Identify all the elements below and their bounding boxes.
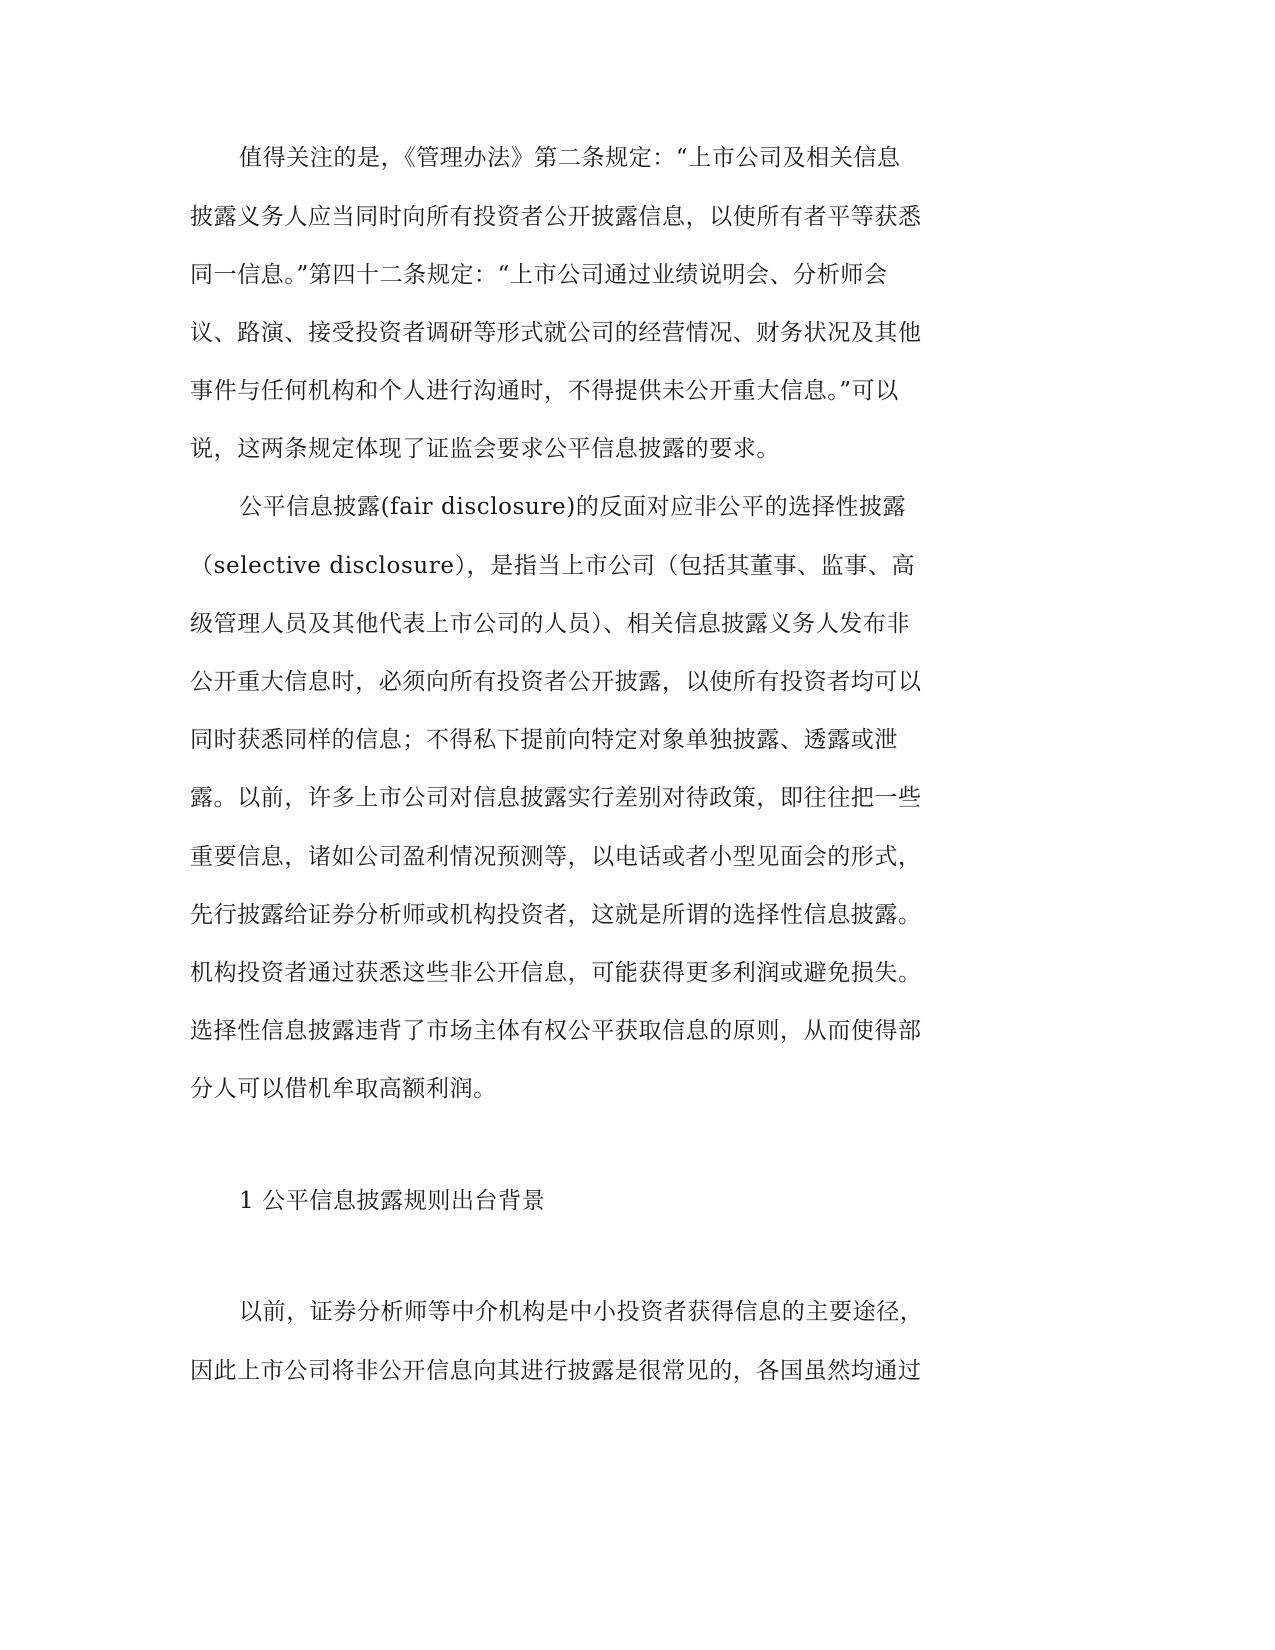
paragraph-2-line-2: （selective disclosure），是指当上市公司（包括其董事、监事、高: [190, 553, 916, 579]
paragraph-1-line-2: 披露义务人应当同时向所有投资者公开披露信息，以使所有者平等获悉: [190, 204, 922, 230]
paragraph-1-line-6: 说，这两条规定体现了证监会要求公平信息披露的要求。: [190, 436, 780, 462]
paragraph-2-line-8: 先行披露给证券分析师或机构投资者，这就是所谓的选择性信息披露。: [190, 902, 922, 928]
paragraph-2-line-7: 重要信息，诸如公司盈利情况预测等，以电话或者小型见面会的形式，: [190, 844, 922, 870]
paragraph-2-line-3: 级管理人员及其他代表上市公司的人员）、相关信息披露义务人发布非: [190, 611, 911, 637]
paragraph-1-line-5: 事件与任何机构和个人进行沟通时，不得提供未公开重大信息。”可以: [190, 378, 899, 404]
paragraph-2-line-9: 机构投资者通过获悉这些非公开信息，可能获得更多利润或避免损失。: [190, 960, 922, 986]
paragraph-2-line-1: 公平信息披露(fair disclosure)的反面对应非公平的选择性披露: [239, 494, 907, 520]
paragraph-2-line-4: 公开重大信息时，必须向所有投资者公开披露，以使所有投资者均可以: [190, 669, 922, 695]
paragraph-2-line-10: 选择性信息披露违背了市场主体有权公平获取信息的原则，从而使得部: [190, 1018, 922, 1044]
paragraph-1-line-1: 值得关注的是，《管理办法》第二条规定：“上市公司及相关信息: [239, 145, 901, 171]
paragraph-2-line-11: 分人可以借机牟取高额利润。: [190, 1076, 497, 1102]
paragraph-1-line-3: 同一信息。”第四十二条规定：“上市公司通过业绩说明会、分析师会: [190, 262, 888, 288]
paragraph-3-line-2: 因此上市公司将非公开信息向其进行披露是很常见的，各国虽然均通过: [190, 1358, 922, 1384]
paragraph-1-line-4: 议、路演、接受投资者调研等形式就公司的经营情况、财务状况及其他: [190, 320, 922, 346]
paragraph-2-line-6: 露。以前，许多上市公司对信息披露实行差别对待政策，即往往把一些: [190, 785, 922, 811]
paragraph-3-line-1: 以前，证券分析师等中介机构是中小投资者获得信息的主要途径，: [239, 1299, 924, 1325]
paragraph-2-line-5: 同时获悉同样的信息；不得私下提前向特定对象单独披露、透露或泄: [190, 727, 898, 753]
section-heading: 1 公平信息披露规则出台背景: [239, 1188, 546, 1214]
